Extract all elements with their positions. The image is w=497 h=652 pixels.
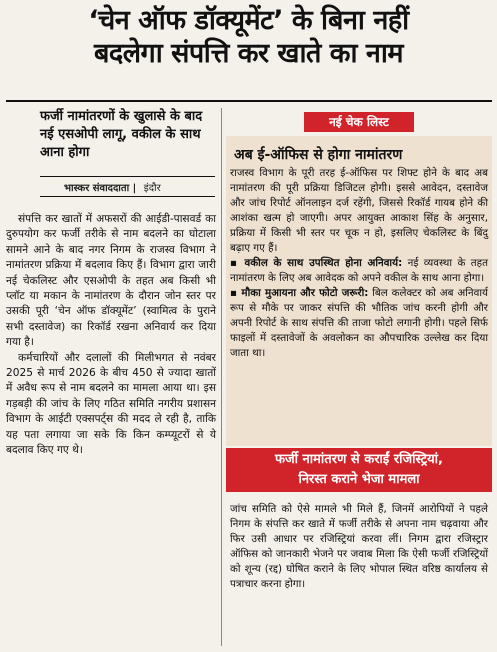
bullet-1-text: नई व्यवस्था के तहत नामांतरण के लिए अब आवेदक को अपने वकील के साथ आना होगा।	[230, 257, 488, 284]
checklist-paragraph: राजस्व विभाग के पूरी तरह ई-ऑफिस पर शिफ्ट होने के बाद अब नामांतरण की पूरी प्रक्रिया डिजिटल होगी। इससे आवेदन, दस्तावेज और जांच रिपोर्ट ऑनलाइन दर्ज रहेंगी, जिससे रिकॉर्ड गायब होने की आशंका खत्म हो जाएगी। अपर आयुक्त आकाश सिंह के अनुसार, प्रक्रिया में किसी भी स्तर पर चूक न हो, इसलिए चेकलिस्ट के बिंदु बढ़ाए गए हैं।	[230, 167, 488, 254]
registry-heading	[226, 448, 492, 492]
checklist-tag: नई चेक लिस्ट	[304, 112, 414, 132]
byline: भास्कर संवाददाता | इंदौर	[64, 183, 161, 194]
checklist-bullet-2: ▪ मौका मुआयना और फोटो जरूरी: बिल कलेक्टर को अब अनिवार्य रूप से मौके पर जाकर संपत्ति की भौतिक जांच करनी होगी और अपनी रिपोर्ट के साथ संपत्ति की ताजा फोटो लगानी होगी। पहले सिर्फ फाइलों में दस्तावेजों के अवलोकन का औपचारिक उल्लेख कर दिया जाता था।	[230, 287, 488, 359]
checklist-title: अब ई-ऑफिस से होगा नामांतरण	[234, 147, 403, 163]
headline-line-1: ‘चेन ऑफ डॉक्यूमेंट’ के बिना नहीं	[88, 5, 409, 36]
bullet-2-text: बिल कलेक्टर को अब अनिवार्य रूप से मौके पर जाकर संपत्ति की भौतिक जांच करनी होगी और अपनी रिपोर्ट के साथ संपत्ति की ताजा फोटो लगानी होगी। पहले सिर्फ फाइलों में दस्तावेजों के अवलोकन का औपचारिक उल्लेख कर दिया जाता था।	[230, 287, 488, 359]
headline	[6, 4, 491, 70]
left-article-body	[6, 212, 216, 459]
top-rule	[6, 100, 492, 102]
left-paragraph-1: संपत्ति कर खातों में अफसरों की आईडी-पासवर्ड का दुरुपयोग कर फर्जी तरीके से नाम बदलने का घोटाला सामने आने के बाद नगर निगम के राजस्व विभाग ने नामांतरण प्रक्रिया में बदलाव किए हैं। विभाग द्वारा जारी नई चेकलिस्ट और एसओपी के तहत अब किसी भी प्लॉट या मकान के नामांतरण के दौरान जोन स्तर पर उसकी पूरी ‘चेन ऑफ डॉक्यूमेंट’ (स्वामित्व के पुराने सभी दस्तावेज) का रिकॉर्ड रखना अनिवार्य कर दिया गया है।	[6, 213, 216, 349]
registry-title-1: फर्जी नामांतरण से कराईं रजिस्ट्रियां,	[275, 452, 443, 467]
bullet-2-head: मौका मुआयना और फोटो जरूरी:	[241, 287, 369, 299]
checklist-bullet-1: ▪ वकील के साथ उपस्थित होना अनिवार्य: नई व्यवस्था के तहत नामांतरण के लिए अब आवेदक को अपने वकील के साथ आना होगा।	[230, 257, 488, 284]
bullet-1-head: वकील के साथ उपस्थित होना अनिवार्य:	[244, 257, 403, 269]
left-paragraph-2: कर्मचारियों और दलालों की मिलीभगत से नवंबर 2025 से मार्च 2026 के बीच 450 से ज्यादा खातों में अवैध रूप से नाम बदलने का मामला आया था। इस गड़बड़ी की जांच के लिए गठित समिति नगरीय प्रशासन विभाग के आईटी एक्सपर्ट्स की मदद ले रही है, ताकि यह पता लगाया जा सके कि किन कम्प्यूटरों से ये बदलाव किए गए थे।	[6, 351, 216, 457]
checklist-body	[230, 166, 488, 361]
column-divider	[221, 108, 222, 646]
registry-body: जांच समिति को ऐसे मामले भी मिले हैं, जिनमें आरोपियों ने पहले निगम के संपत्ति कर खाते में फर्जी तरीके से अपना नाम चढ़वाया और फिर उसी आधार पर रजिस्ट्रियां करवा लीं। निगम द्वारा रजिस्ट्रार ऑफिस को जानकारी भेजने पर जवाब मिला कि ऐसी फर्जी रजिस्ट्रियों को शून्य (रद्द) घोषित कराने के लिए भोपाल स्थित वरिष्ठ कार्यालय से पत्राचार करना होगा।	[230, 503, 488, 590]
city-name: इंदौर	[143, 183, 161, 194]
registry-title-2: निरस्त कराने भेजा मामला	[298, 472, 420, 487]
byline-rule-bottom	[40, 196, 215, 197]
subheadline: फर्जी नामांतरणों के खुलासे के बाद नई एसओपी लागू, वकील के साथ आना होगा	[40, 109, 203, 160]
headline-line-2: बदलेगा संपत्ति कर खाते का नाम	[93, 38, 404, 69]
byline-rule	[40, 176, 215, 177]
reporter-name: भास्कर संवाददाता	[64, 183, 130, 194]
